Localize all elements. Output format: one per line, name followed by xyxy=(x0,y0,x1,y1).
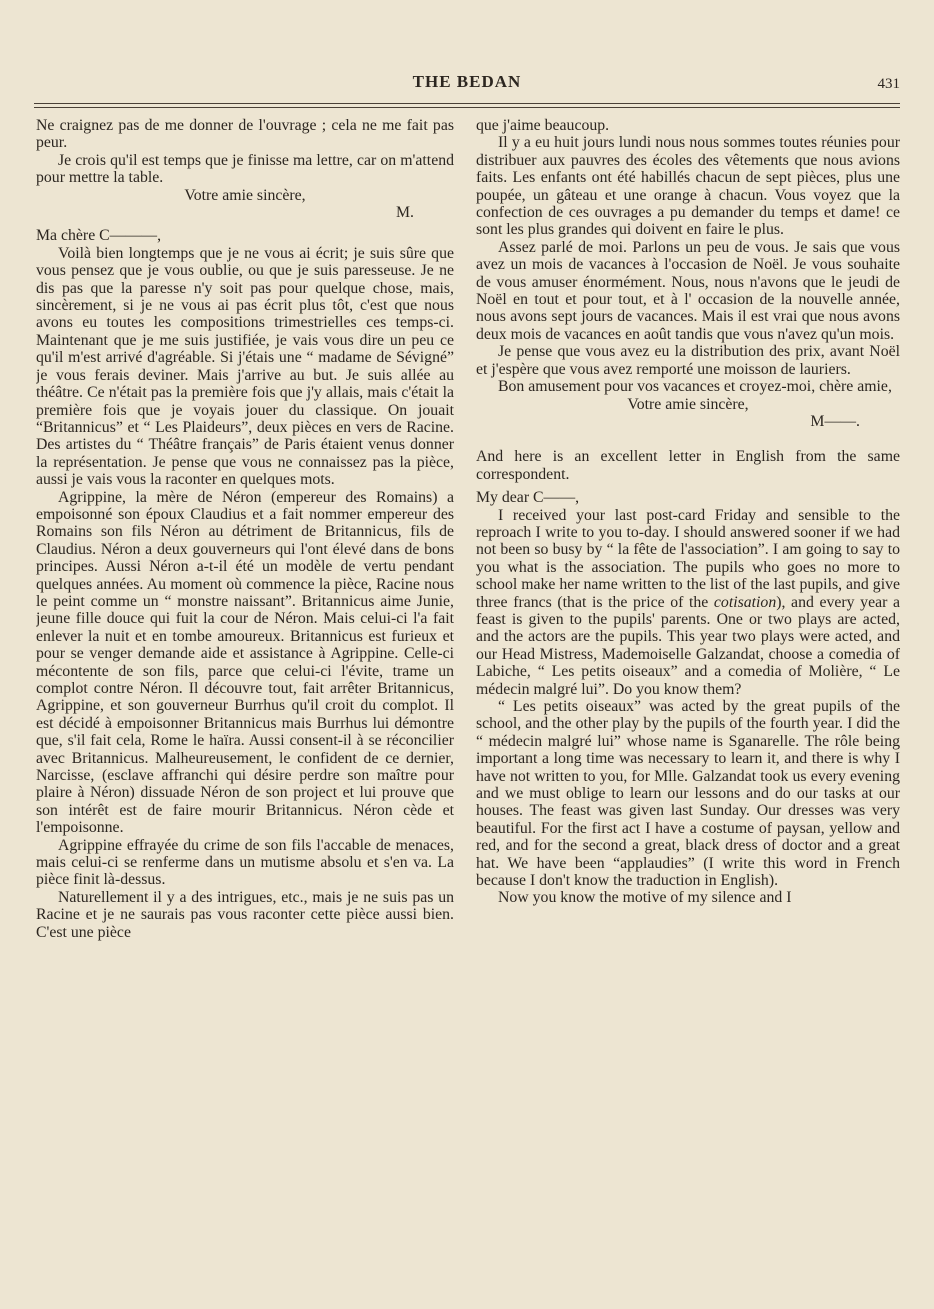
paragraph: “ Les petits oiseaux” was acted by the great pupils of the school, and the other play by the pupils of the fourth year. I did the “ médecin malgré lui” whose name is Sganarelle. The rôle being important a long time was necessary to learn it, and there is why I have not written to you, for Mlle. Galzandat took us every evening and we must oblige to learn our lessons and do our tasks at our houses. The feast was given last Sunday. Our dresses was very beautiful. For the first act I have a costume of paysan, yellow and red, and for the second a great, black dress of doctor and a great hat. We have been “applaudies” (I write this word in French because I don't know the traduction in English). xyxy=(476,698,900,890)
letter-signature: M. xyxy=(396,204,414,222)
paragraph: Naturellement il y a des intrigues, etc., mais je ne suis pas un Racine et je ne saurais pas vous raconter cette pièce aussi bien. C'est une pièce xyxy=(36,888,454,941)
running-head: THE BEDAN xyxy=(412,72,522,91)
page-number: 431 xyxy=(877,76,900,92)
paragraph: Agrippine, la mère de Néron (empereur des Romains) a empoisonné son époux Claudius et a fait nommer empereur des Romains son fils Néron au détriment de Britannicus, fils de Claudius. Néron a deux gouverneurs qui l'ont élevé dans de bons principes. Aussi Néron a-t-il été un modèle de vertu pendant quelques années. Au moment où commence la pièce, Racine nous le peint comme un “ monstre naissant”. Britannicus aime Junie, jeune fille douce qui fuit la cour de Néron. Mais celui-ci l'a fait enlever la nuit et en tombe amoureux. Britannicus est furieux et pour se venger demande aide et assistance à Agrippine. Celle-ci mécontente de son fils, parce que celui-ci l'évite, trame un complot contre Néron. Il découvre tout, fait arrêter Britannicus, Agrippine, et son gouverneur Burrhus qu'il croit du complot. Il est décidé à empoisonner Britannicus mais Burrhus lui démontre que, s'il fait cela, Rome le haïra. Aussi consent-il à se réconcilier avec Britannicus. Malheureusement, le confident de ce dernier, Narcisse, (esclave affranchi qui désire perdre son maître pour plaire à Néron) dissuade Néron de son project et lui prouve que son intérêt est de faire mourir Britannicus. Néron cède et l'empoisonne. xyxy=(36,488,454,837)
right-column xyxy=(476,117,900,1297)
left-column xyxy=(36,117,454,1297)
editorial-intro: And here is an excellent letter in English from the same correspondent. xyxy=(476,448,900,483)
paragraph: Bon amusement pour vos vacances et croyez-moi, chère amie, xyxy=(498,378,892,396)
paragraph-text: ), and every year a feast is given to the pupils' parents. One or two plays are acted, and the actors are the pupils. This year two plays were acted, and our Head Mistress, Mademoiselle Galzandat, choose a comedia of Labiche, “ Les petits oiseaux” and a comedia of Molière, “ Le médecin malgré lui”. Do you know them? xyxy=(476,593,900,698)
italic-term: cotisation xyxy=(713,593,777,611)
letter-closing: Votre amie sincère, xyxy=(627,395,749,413)
paragraph: Now you know the motive of my silence and I xyxy=(498,889,792,907)
letter-closing: Votre amie sincère, xyxy=(184,186,306,204)
letter-salutation: Ma chère C———, xyxy=(36,227,162,245)
page-header xyxy=(34,68,900,98)
paragraph: Agrippine effrayée du crime de son fils l'accable de menaces, mais celui-ci se renferme dans un mutisme absolu et s'en va. La pièce finit là-dessus. xyxy=(36,836,454,889)
paragraph-text: I received your last post-card Friday and sensible to the reproach I write to you to-day. I should answered sooner if we had not been so busy by “ la fête de l'association”. I am going to say to you what is the association. The pupils who goes no more to school make her name written to the list of the last pupils, and give three francs (that is the price of the xyxy=(476,506,900,611)
letter-signature: M——. xyxy=(810,412,860,430)
letter-salutation: My dear C——, xyxy=(476,489,580,507)
paragraph: Il y a eu huit jours lundi nous nous sommes toutes réunies pour distribuer aux pauvres des écoles des vêtements que nous avions faits. Les enfants ont été habillés chacun de sept pièces, plus une poupée, un gâteau et une orange à chacun. Vous voyez que la confection de ces ouvrages a pu demander du temps et dame! ce sont les plus grandes qui doivent en faire le plus. xyxy=(476,134,900,239)
header-rule-top xyxy=(34,103,900,104)
paragraph: Je crois qu'il est temps que je finisse ma lettre, car on m'attend pour mettre la table. xyxy=(36,151,454,187)
paragraph: Assez parlé de moi. Parlons un peu de vous. Je sais que vous avez un mois de vacances à l'occasion de Noël. Je vous souhaite de vous amuser énormément. Nous, nous n'avons que le jeudi de Noël en tout et pour tout, et à l' occasion de la nouvelle année, nous avons sept jours de vacances. Mais il est vrai que nous avons deux mois de vacances en août tandis que vous n'avez qu'un mois. xyxy=(476,238,900,343)
paragraph: Ne craignez pas de me donner de l'ouvrage ; cela ne me fait pas peur. xyxy=(36,117,454,152)
header-rule-bottom xyxy=(34,107,900,108)
paragraph: que j'aime beaucoup. xyxy=(476,117,610,134)
paragraph: Je pense que vous avez eu la distribution des prix, avant Noël et j'espère que vous avez remporté une moisson de lauriers. xyxy=(476,343,900,378)
paragraph xyxy=(476,507,900,698)
paragraph: Voilà bien longtemps que je ne vous ai écrit; je suis sûre que vous pensez que je vous oublie, ou que je suis paresseuse. Je ne dis pas que la paresse n'y soit pas pour quelque chose, mais, sincèrement, si je ne vous ai pas écrit plus tôt, c'est que nous avons eu toutes les compositions trimestrielles ces temps-ci. Maintenant que je me suis justifiée, je vais vous dire un peu ce qu'il m'est arrivé d'agréable. Si j'étais une “ madame de Sévigné” je vous ferais deviner. Mais j'arrive au but. Je suis allée au théâtre. Ce n'était pas la première fois que j'y allais, mais c'était la première fois que je voyais jouer du classique. On jouait “Britannicus” et “ Les Plaideurs”, deux pièces en vers de Racine. Des artistes du “ Théâtre français” de Paris étaient venus donner la représentation. Je pense que vous ne connaissez pas la pièce, aussi je vais vous la raconter en quelques mots. xyxy=(36,244,454,489)
